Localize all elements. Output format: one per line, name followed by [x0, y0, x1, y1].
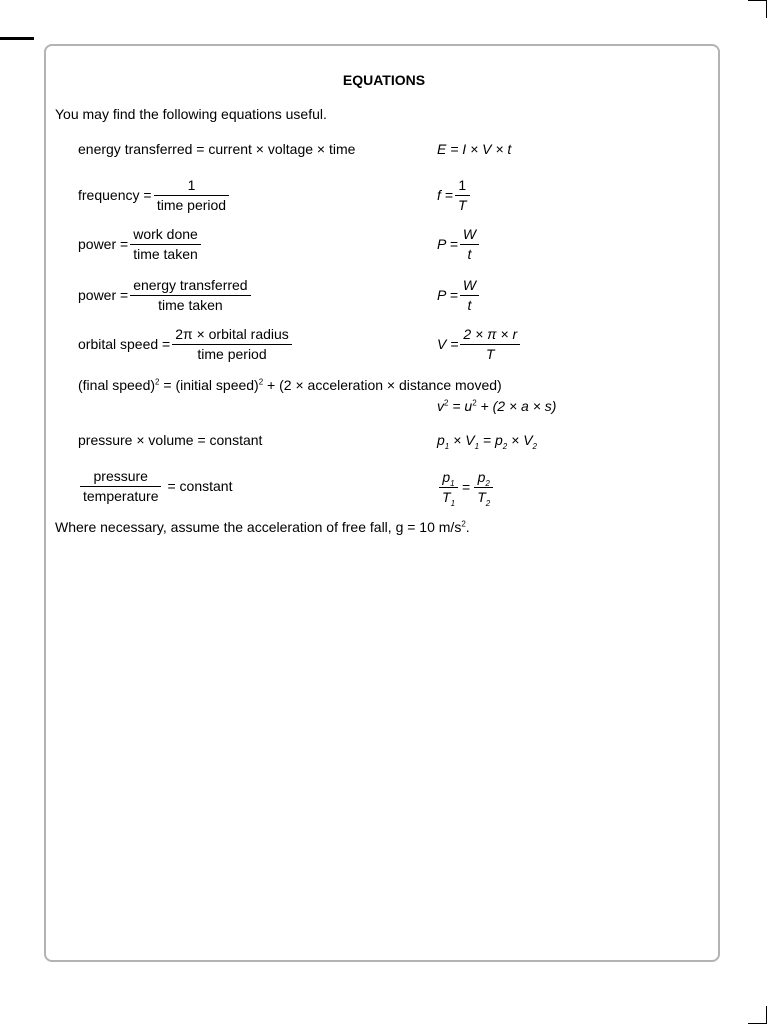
pressure-law-rhs: = constant — [167, 478, 233, 494]
subscript: 2 — [532, 441, 537, 451]
frequency-word-equation — [78, 174, 231, 216]
motion-word-part: (final speed) — [78, 377, 156, 393]
frequency-sym-denominator: T — [457, 196, 467, 213]
squared: 2 — [472, 398, 477, 408]
t-symbol: T — [442, 488, 451, 505]
page-title: EQUATIONS — [342, 72, 426, 88]
subscript: 1 — [474, 441, 480, 451]
motion-sym-part: v — [437, 398, 444, 414]
frequency-sym-fraction — [455, 176, 470, 215]
pressure-law-sym-fraction-2 — [474, 468, 493, 507]
free-fall-text: Where necessary, assume the acceleration of free fall, g = 10 m/s — [55, 519, 462, 535]
squared: 2 — [258, 377, 264, 387]
boyle-p: p — [437, 432, 445, 448]
orbital-sym-numerator: 2 × π × r — [460, 325, 520, 345]
pressure-law-fraction — [80, 467, 161, 506]
t-symbol: T — [477, 488, 486, 505]
frequency-sym-numerator: 1 — [455, 176, 470, 196]
energy-word-equation: energy transferred = current × voltage × time — [78, 141, 356, 157]
power-work-word-equation — [78, 223, 203, 265]
motion-word-equation — [78, 377, 502, 393]
boyle-times: × — [449, 432, 466, 448]
power-energy-word-equation — [78, 274, 253, 316]
motion-sym-part: + (2 × a × s) — [476, 398, 557, 414]
boyle-p: p — [494, 432, 503, 448]
pressure-law-denominator: temperature — [83, 487, 159, 504]
power-energy-sym-fraction — [460, 276, 479, 315]
boyle-symbol-equation — [437, 432, 537, 451]
pressure-law-sym-numerator-1 — [439, 468, 458, 488]
frequency-sym-lhs: f = — [437, 187, 453, 203]
boyle-equals: = — [479, 432, 495, 448]
subscript: 1 — [444, 441, 450, 451]
pressure-law-sym-numerator-2 — [474, 468, 493, 488]
subscript: 1 — [450, 478, 455, 488]
power-energy-lhs: power = — [78, 287, 129, 303]
intro-text: You may find the following equations useful. — [55, 106, 327, 122]
pressure-law-sym-equals: = — [462, 479, 471, 495]
frequency-symbol-equation — [437, 174, 472, 216]
power-energy-sym-numerator: W — [460, 276, 479, 296]
pressure-law-sym-denominator-1 — [439, 488, 458, 507]
frequency-fraction — [154, 176, 230, 215]
frequency-denominator: time period — [156, 196, 227, 213]
subscript: 1 — [450, 498, 456, 508]
frequency-lhs: frequency = — [78, 187, 152, 203]
motion-sym-part: = u — [448, 398, 473, 414]
boyle-v: V — [465, 432, 475, 448]
orbital-fraction — [172, 325, 292, 364]
pressure-law-sym-denominator-2 — [474, 488, 493, 507]
pressure-law-word-equation — [78, 465, 232, 507]
pressure-law-numerator: pressure — [80, 467, 161, 487]
squared: 2 — [155, 377, 160, 387]
subscript: 2 — [485, 478, 490, 488]
free-fall-end: . — [465, 519, 470, 535]
crop-mark-top-left — [0, 37, 34, 40]
power-work-sym-fraction — [460, 225, 479, 264]
power-energy-denominator: time taken — [158, 296, 223, 313]
power-energy-fraction — [130, 276, 250, 315]
p-symbol: p — [442, 468, 451, 485]
power-work-fraction — [130, 225, 201, 264]
crop-mark-top-right-v — [766, 0, 767, 18]
crop-mark-top-right-h — [748, 0, 766, 1]
power-energy-symbol-equation — [437, 274, 481, 316]
orbital-numerator: 2π × orbital radius — [172, 325, 292, 345]
boyle-v: V — [523, 432, 533, 448]
subscript: 2 — [502, 441, 508, 451]
power-energy-numerator: energy transferred — [130, 276, 250, 296]
squared: 2 — [444, 398, 449, 408]
power-energy-sym-denominator: t — [467, 296, 472, 313]
motion-word-part: = (initial speed) — [159, 377, 259, 393]
power-work-sym-numerator: W — [460, 225, 479, 245]
power-work-numerator: work done — [130, 225, 201, 245]
power-work-sym-lhs: P = — [437, 236, 458, 252]
boyle-word-equation: pressure × volume = constant — [78, 432, 263, 448]
orbital-speed-symbol-equation — [437, 323, 522, 365]
squared: 2 — [461, 519, 466, 529]
subscript: 2 — [485, 498, 491, 508]
crop-mark-bottom-right-v — [766, 1006, 767, 1024]
p-symbol: p — [477, 468, 486, 485]
free-fall-note — [55, 519, 470, 535]
power-work-denominator: time taken — [133, 245, 198, 262]
boyle-times: × — [507, 432, 524, 448]
orbital-lhs: orbital speed = — [78, 336, 171, 352]
orbital-speed-word-equation — [78, 323, 294, 365]
orbital-sym-lhs: V = — [437, 336, 459, 352]
power-energy-sym-lhs: P = — [437, 287, 458, 303]
motion-word-part: + (2 × acceleration × distance moved) — [263, 377, 502, 393]
orbital-sym-denominator: T — [486, 345, 495, 362]
pressure-law-sym-fraction-1 — [439, 468, 458, 507]
orbital-sym-fraction — [460, 325, 520, 364]
frequency-numerator: 1 — [154, 176, 230, 196]
power-work-lhs: power = — [78, 236, 129, 252]
orbital-denominator: time period — [197, 345, 267, 362]
power-work-sym-denominator: t — [467, 245, 472, 262]
energy-symbol-equation: E = I × V × t — [437, 141, 512, 157]
pressure-law-symbol-equation — [437, 466, 495, 508]
power-work-symbol-equation — [437, 223, 481, 265]
motion-symbol-equation — [437, 398, 556, 414]
